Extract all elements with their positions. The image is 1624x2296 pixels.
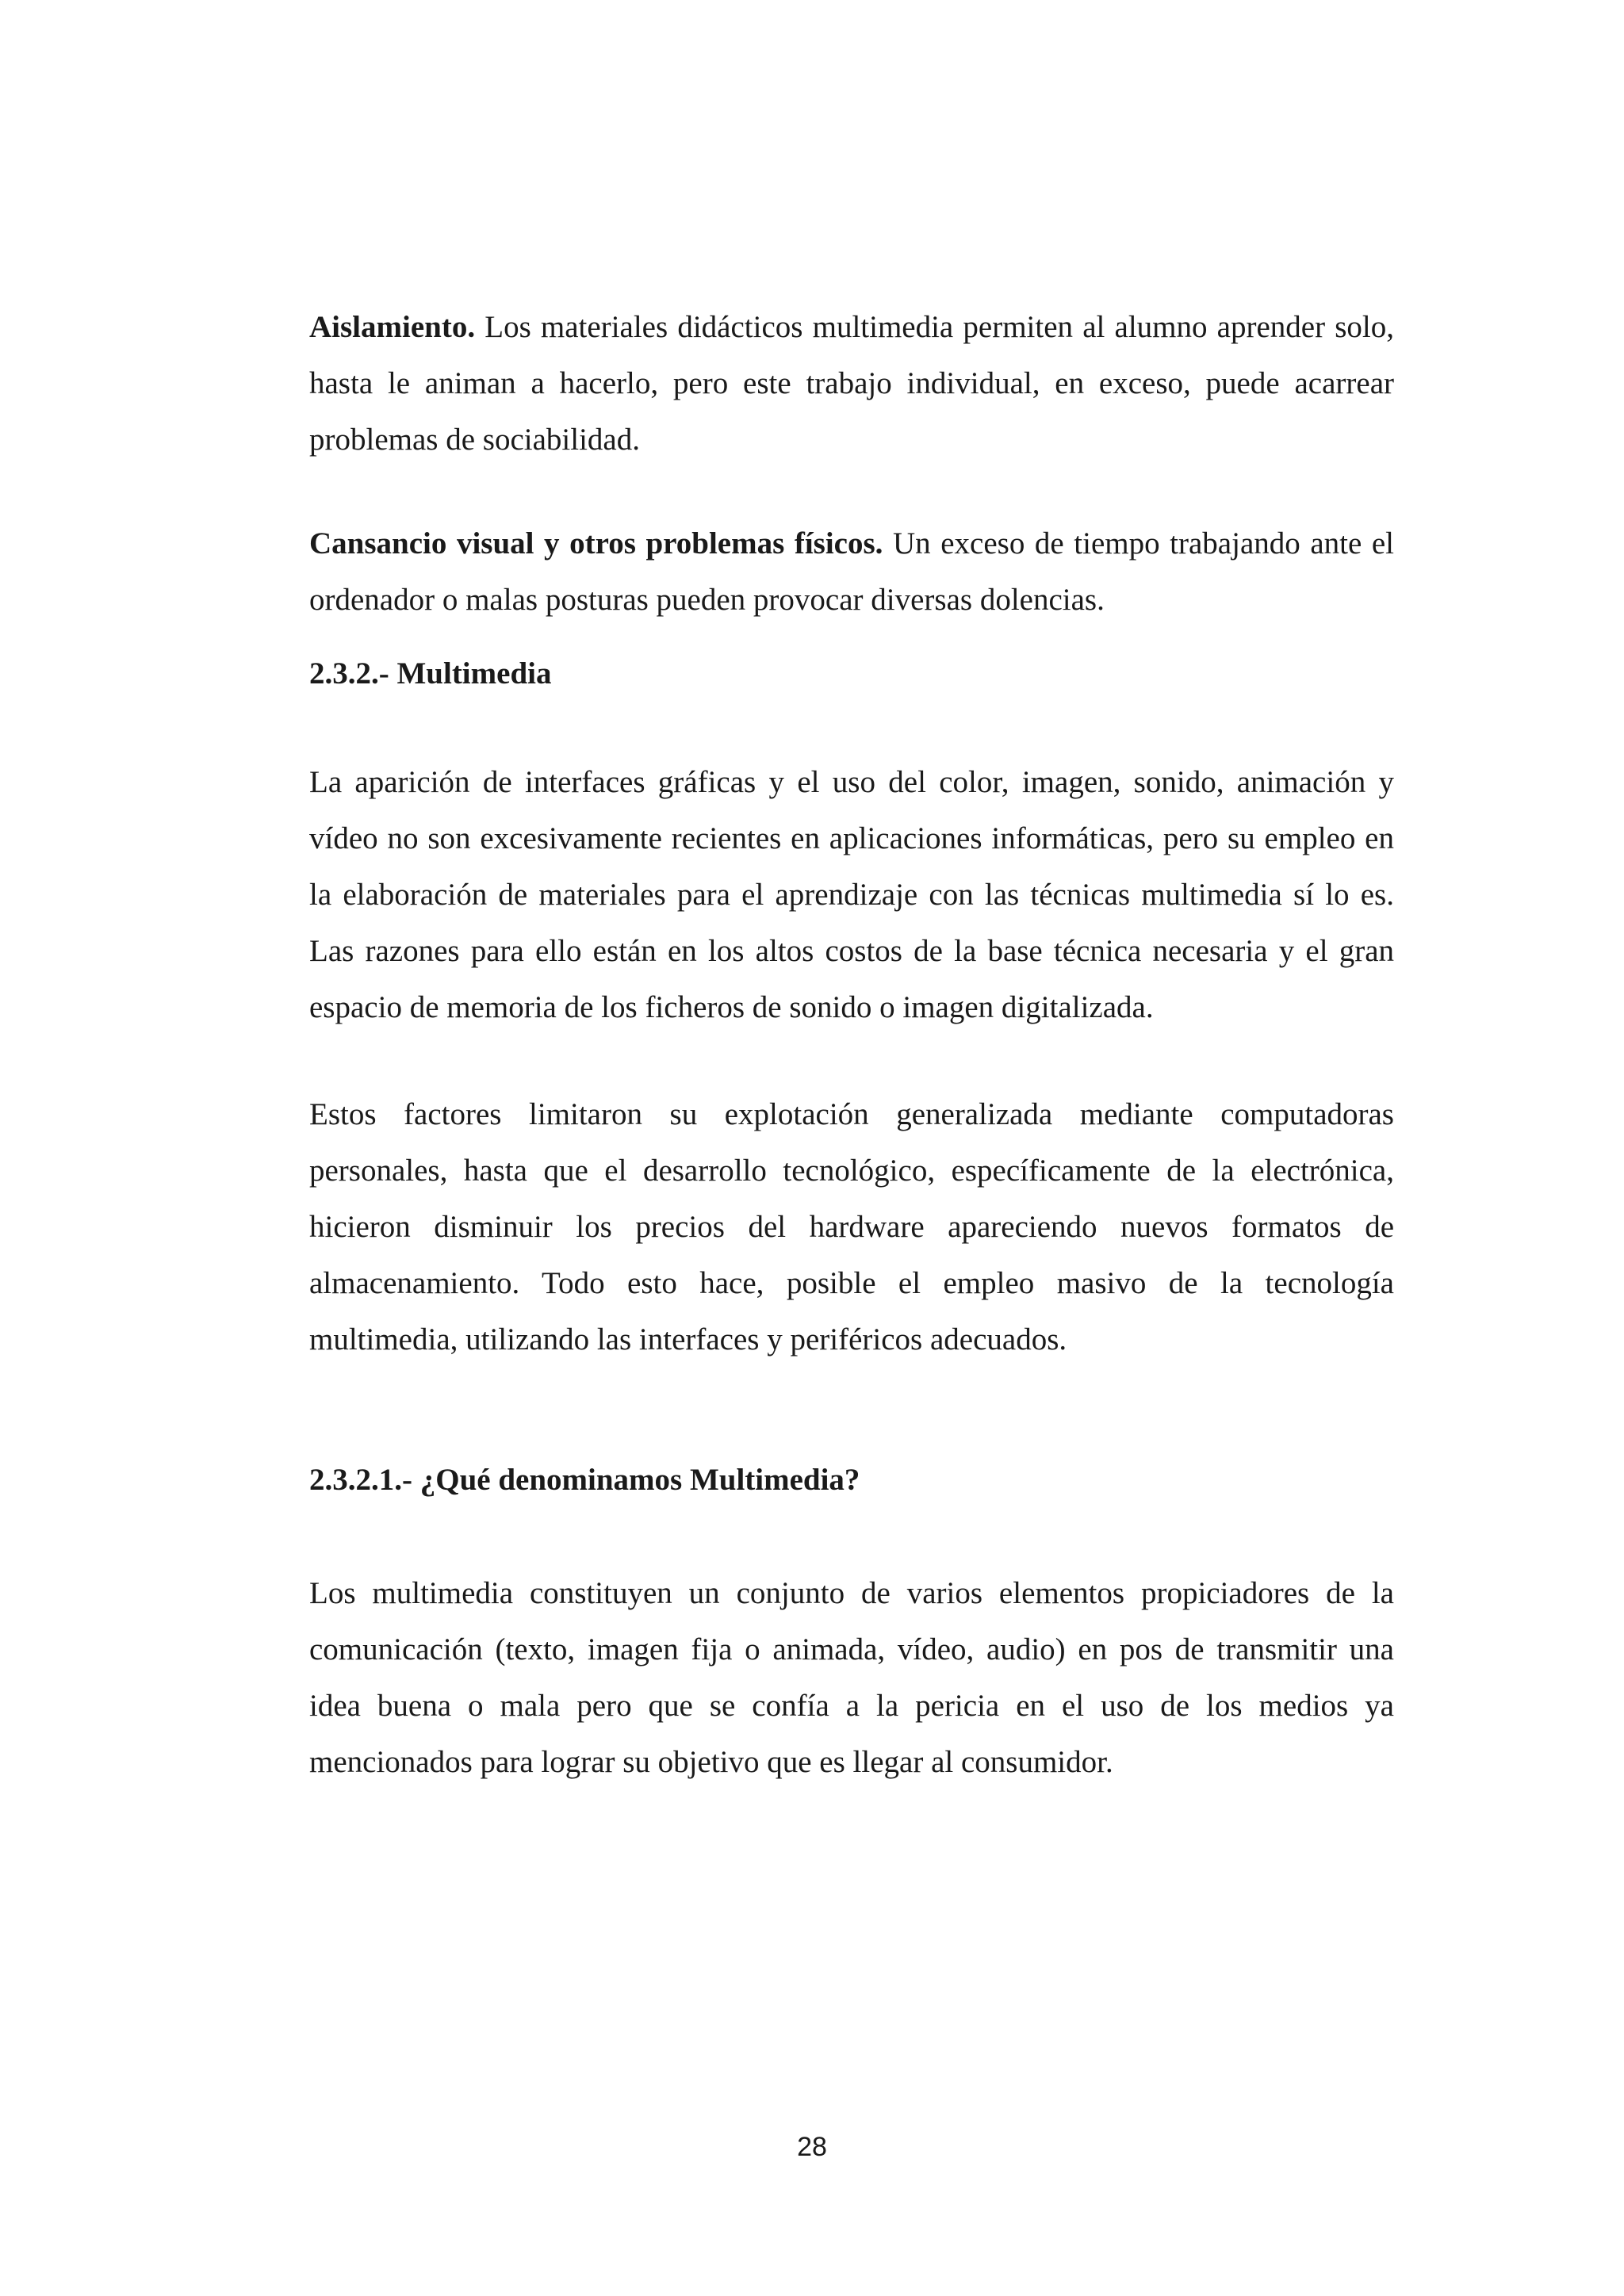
paragraph-text: Los materiales didácticos multimedia permiten al alumno aprender solo, hasta le animan a hacerlo, pero este trabajo individual, en exceso, puede acarrear problemas de sociabilidad. xyxy=(309,310,1394,457)
paragraph-multimedia-factors: Estos factores limitaron su explotación generalizada mediante computadoras personales, hasta que el desarrollo tecnológico, específicamente de la electrónica, hicieron disminuir los precios del hardware apareciendo nuevos formatos de almacenamiento. Todo esto hace, posible el empleo masivo de la tecnología multimedia, utilizando las interfaces y periféricos adecuados. xyxy=(309,1097,1394,1357)
page-number: 28 xyxy=(797,2132,827,2162)
paragraph-text: Un exceso de tiempo trabajando ante el ordenador o malas posturas pueden provocar diversas dolencias. xyxy=(309,526,1394,617)
paragraph-lead-term: Aislamiento. xyxy=(309,310,476,344)
paragraph-multimedia-definition: Los multimedia constituyen un conjunto de varios elementos propiciadores de la comunicación (texto, imagen fija o animada, vídeo, audio) en pos de transmitir una idea buena o mala pero que se confía a la pericia en el uso de los medios ya mencionados para lograr su objetivo que es llegar al consumidor. xyxy=(309,1576,1394,1779)
paragraph-multimedia-intro: La aparición de interfaces gráficas y el uso del color, imagen, sonido, animación y vídeo no son excesivamente recientes en aplicaciones informáticas, pero su empleo en la elaboración de materiales para el aprendizaje con las técnicas multimedia sí lo es. Las razones para ello están en los altos costos de la base técnica necesaria y el gran espacio de memoria de los ficheros de sonido o imagen digitalizada. xyxy=(309,765,1394,1024)
page-body xyxy=(309,299,1394,1790)
subsection-heading: 2.3.2.1.- ¿Qué denominamos Multimedia? xyxy=(309,1463,860,1497)
paragraph-cansancio-visual xyxy=(309,515,1394,628)
paragraph-lead-term: Cansancio visual y otros problemas físicos. xyxy=(309,526,883,561)
paragraph-aislamiento xyxy=(309,299,1394,468)
section-heading: 2.3.2.- Multimedia xyxy=(309,656,552,691)
